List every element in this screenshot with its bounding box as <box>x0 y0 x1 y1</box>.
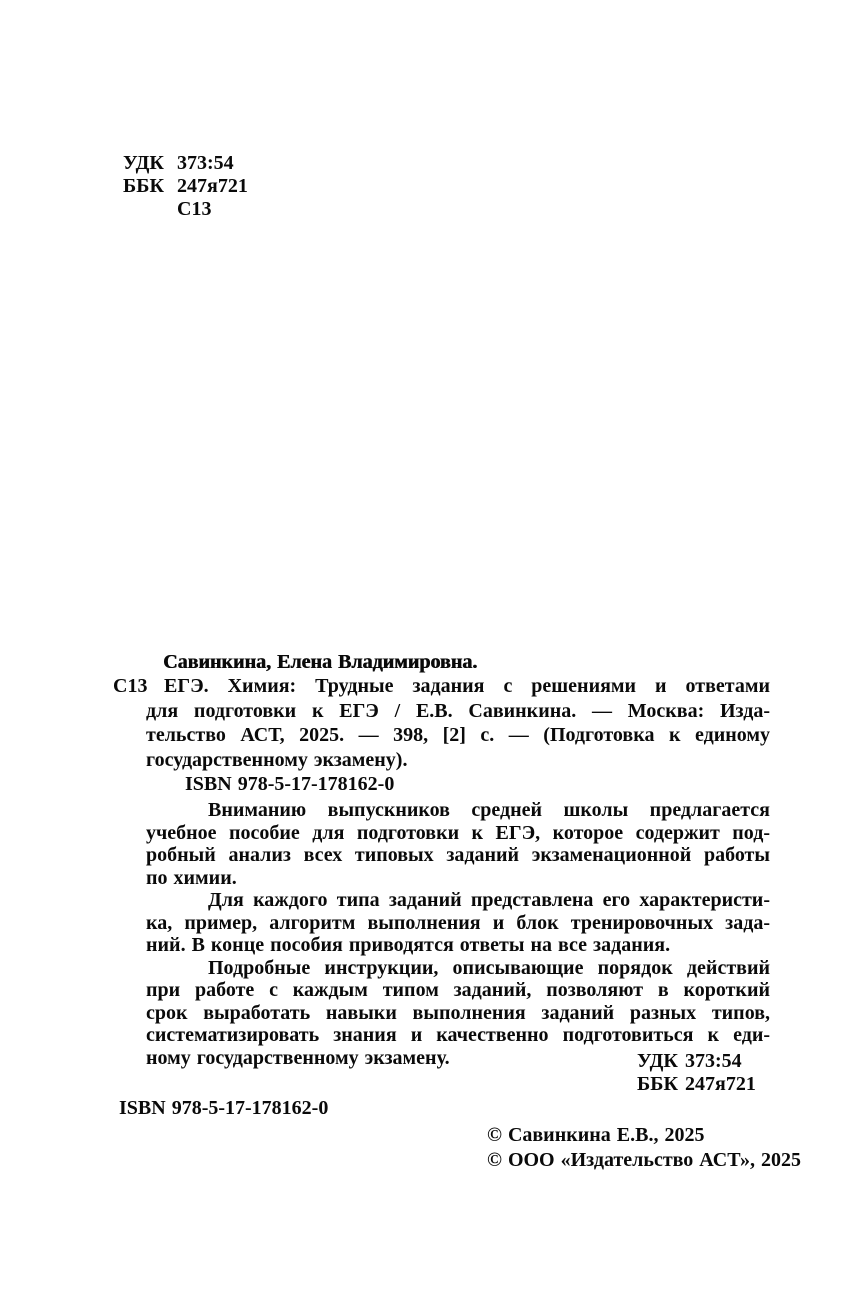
text-line: при работе с каждым типом заданий, позволяют в короткий <box>146 979 770 1001</box>
text-line: Вниманию выпускников средней школы предлагается <box>208 799 770 821</box>
text-line: © Савинкина Е.В., 2025 <box>487 1124 705 1146</box>
bbk-label: ББК <box>123 175 164 197</box>
text-line: государственному экзамену). <box>146 748 408 771</box>
bottom-bbk-line <box>637 1073 756 1096</box>
text-line: робный анализ всех типовых заданий экзаменационной работы <box>146 844 770 866</box>
udk-line <box>123 152 248 175</box>
bbk-line <box>123 175 248 198</box>
bib-author-heading: Савинкина, Елена Владимировна. <box>163 651 478 673</box>
text-line: систематизировать знания и качественно подготовиться к еди- <box>146 1024 770 1046</box>
text-line: тельство АСТ, 2025. — 398, [2] с. — (Подготовка к единому <box>146 724 770 747</box>
text-line: Подробные инструкции, описывающие порядок действий <box>208 956 770 979</box>
bottom-classification-block <box>637 1050 756 1096</box>
text-line: ЕГЭ. Химия: Трудные задания с решениями и ответами <box>164 675 770 698</box>
author-sign-code: С13 <box>177 198 212 220</box>
top-classification-block <box>123 152 248 221</box>
text-line: срок выработать навыки выполнения заданий разных типов, <box>146 1001 770 1024</box>
annotation-paragraph-1 <box>146 799 770 889</box>
text-line: для подготовки к ЕГЭ / Е.В. Савинкина. — Москва: Изда- <box>146 699 770 722</box>
udk-label: УДК <box>123 152 164 174</box>
bottom-bbk-value: 247я721 <box>685 1073 756 1096</box>
text-line: ний. В конце пособия приводятся ответы на все задания. <box>146 934 671 956</box>
bottom-isbn: ISBN 978-5-17-178162-0 <box>119 1097 329 1119</box>
text-line: по химии. <box>146 866 237 889</box>
copyright-block <box>487 1123 801 1174</box>
text-line: учебное пособие для подготовки к ЕГЭ, которое содержит под- <box>146 821 770 844</box>
text-line: ка, пример, алгоритм выполнения и блок тренировочных зада- <box>146 911 770 934</box>
bib-entry <box>146 674 770 772</box>
bbk-value: 247я721 <box>177 175 248 197</box>
bottom-udk-line <box>637 1050 756 1073</box>
bib-author-sign-code: С13 <box>113 675 148 698</box>
bottom-udk-label: УДК <box>637 1050 678 1072</box>
bottom-udk-value: 373:54 <box>685 1050 742 1072</box>
bib-isbn: ISBN 978-5-17-178162-0 <box>185 773 395 796</box>
text-line: ному государственному экзамену. <box>146 1046 450 1069</box>
author-sign-line <box>123 198 248 221</box>
annotation <box>146 799 770 1069</box>
udk-value: 373:54 <box>177 152 234 174</box>
text-line: © ООО «Издательство АСТ», 2025 <box>487 1149 802 1172</box>
text-line: Для каждого типа заданий представлена его характеристи- <box>208 889 770 911</box>
annotation-paragraph-2 <box>146 889 770 957</box>
bibliographic-record <box>113 650 770 796</box>
bottom-bbk-label: ББК <box>637 1073 678 1096</box>
